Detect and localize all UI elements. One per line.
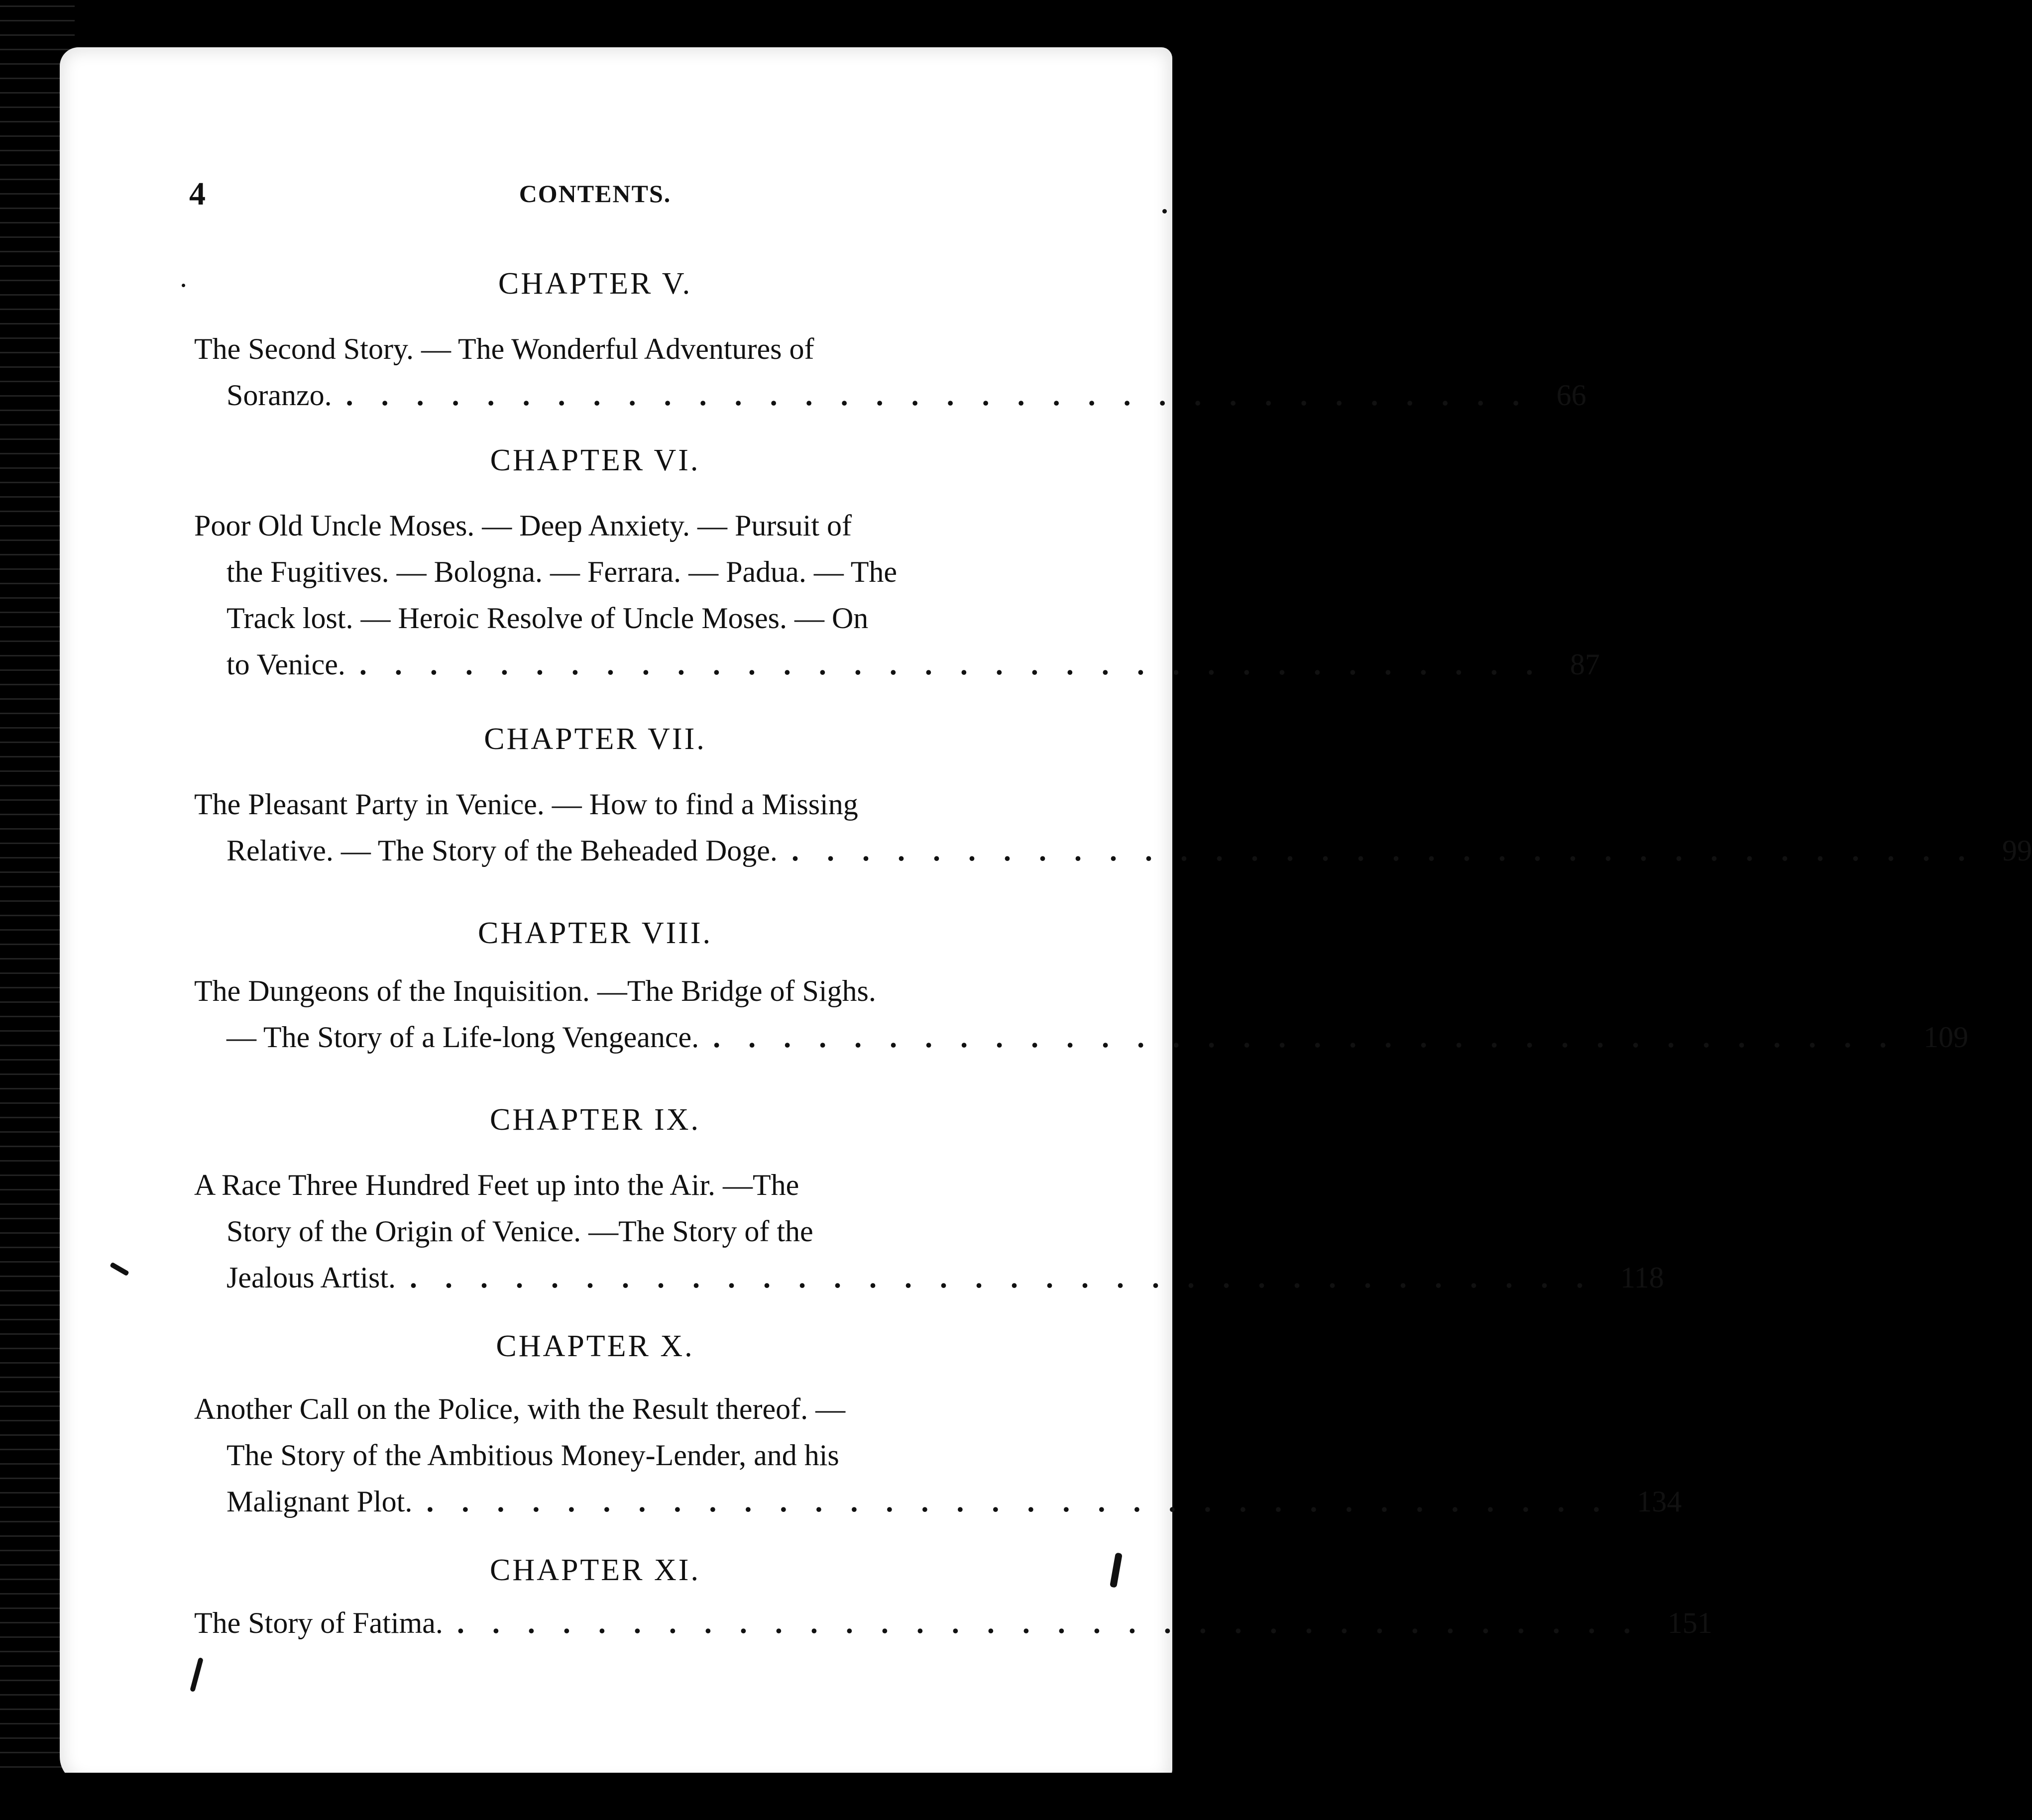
scan-speck (182, 284, 185, 287)
entry-page-number: 134 (1637, 1485, 1682, 1518)
entry-text: A Race Three Hundred Feet up into the Air. —The (194, 1169, 799, 1201)
entry-last-line (194, 1600, 1712, 1646)
entry-page-number: 87 (1570, 648, 1600, 681)
toc-entry (194, 1386, 1682, 1525)
toc-entry (194, 326, 1586, 419)
entry-line (194, 968, 1105, 1014)
entry-text: The Story of the Ambitious Money-Lender, and his (226, 1439, 839, 1472)
running-title: CONTENTS. (519, 180, 672, 208)
entry-last-line (194, 642, 1600, 688)
entry-text: Relative. — The Story of the Beheaded Doge. (226, 834, 778, 867)
entry-text: The Pleasant Party in Venice. — How to find a Missing (194, 788, 858, 821)
entry-line (194, 549, 1105, 595)
entry-text: The Dungeons of the Inquisition. —The Bridge of Sighs. (194, 974, 876, 1007)
entry-line (194, 503, 1105, 549)
chapter-heading: CHAPTER VIII. (477, 916, 713, 950)
dot-leaders: .................................. (713, 1021, 1915, 1054)
entry-line (194, 781, 1105, 828)
page-number: 4 (189, 176, 206, 212)
entry-text: Track lost. — Heroic Resolve of Uncle Moses. — On (226, 602, 869, 635)
toc-entry (194, 968, 1969, 1061)
entry-line (194, 326, 1105, 372)
chapter-heading: CHAPTER X. (496, 1329, 694, 1363)
entry-page-number: 151 (1667, 1606, 1712, 1639)
entry-last-line (194, 1014, 1969, 1061)
entry-text: to Venice. (226, 648, 345, 681)
entry-text: Malignant Plot. (226, 1485, 413, 1518)
dot-leaders: .................................. (410, 1261, 1611, 1294)
toc-entry (194, 781, 2032, 874)
entry-last-line (194, 372, 1586, 419)
entry-text: — The Story of a Life-long Vengeance. (226, 1021, 699, 1054)
dot-leaders: .................................. (426, 1485, 1628, 1518)
entry-text: Story of the Origin of Venice. —The Story of the (226, 1215, 813, 1248)
chapter-heading: CHAPTER V. (498, 267, 692, 301)
dot-leaders: .................................. (359, 648, 1561, 681)
dot-leaders: .................................. (345, 379, 1548, 412)
entry-text: Jealous Artist. (226, 1261, 396, 1294)
entry-last-line (194, 1255, 1664, 1301)
dot-leaders: .................................. (791, 834, 1993, 867)
entry-last-line (194, 1479, 1682, 1525)
entry-text: Another Call on the Police, with the Result thereof. — (194, 1392, 846, 1425)
toc-entry (194, 1162, 1664, 1301)
entry-text: The Story of Fatima. (194, 1606, 443, 1639)
chapter-heading: CHAPTER IX. (490, 1103, 700, 1137)
entry-text: Poor Old Uncle Moses. — Deep Anxiety. — Pursuit of (194, 509, 852, 542)
entry-page-number: 118 (1620, 1261, 1664, 1294)
scan-bottom-edge (0, 1773, 1190, 1820)
entry-text: Soranzo. (226, 379, 332, 412)
entry-line (194, 1208, 1105, 1255)
entry-page-number: 66 (1556, 379, 1586, 412)
entry-text: The Second Story. — The Wonderful Adventures of (194, 332, 814, 365)
entry-page-number: 109 (1923, 1021, 1969, 1054)
dot-leaders: .................................. (456, 1606, 1659, 1639)
chapter-heading: CHAPTER VII. (484, 722, 706, 756)
toc-entry (194, 503, 1600, 688)
entry-line (194, 1432, 1105, 1479)
chapter-heading: CHAPTER XI. (490, 1553, 700, 1587)
entry-last-line (194, 828, 2032, 874)
entry-line (194, 595, 1105, 642)
chapter-heading: CHAPTER VI. (490, 443, 700, 477)
toc-entry (194, 1600, 1712, 1646)
entry-line (194, 1162, 1105, 1208)
entry-line (194, 1386, 1105, 1432)
entry-page-number: 99 (2002, 834, 2032, 867)
scan-speck (1162, 209, 1167, 214)
entry-text: the Fugitives. — Bologna. — Ferrara. — Padua. — The (226, 555, 898, 588)
